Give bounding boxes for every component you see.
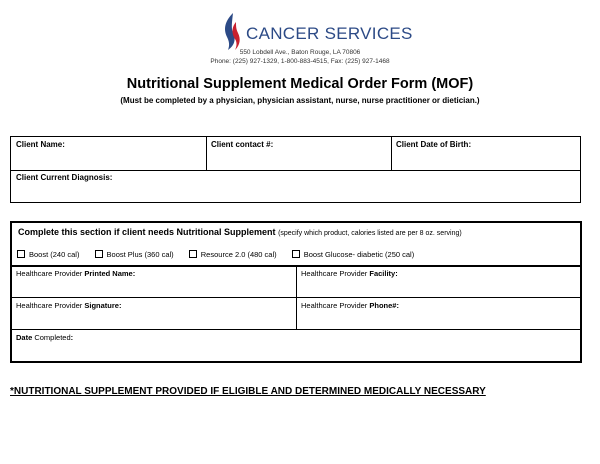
supplement-heading-text: Complete this section if client needs Nutritional Supplement — [18, 227, 276, 237]
supplement-section — [10, 221, 582, 363]
date-completed-label: Date Completed: — [16, 333, 74, 342]
flame-ribbon-icon — [221, 12, 243, 52]
option-boost[interactable] — [17, 250, 79, 259]
divider — [12, 329, 580, 330]
provider-facility-label: Healthcare Provider Facility: — [301, 269, 398, 278]
supplement-heading — [18, 227, 462, 237]
option-boost-plus[interactable] — [95, 250, 174, 259]
form-subtitle: (Must be completed by a physician, physician assistant, nurse, nurse practitioner or dietician.) — [120, 96, 480, 105]
client-dob-label: Client Date of Birth: — [396, 140, 472, 149]
provider-signature-label: Healthcare Provider Signature: — [16, 301, 122, 310]
option-label: Boost (240 cal) — [29, 250, 80, 259]
supplement-options — [17, 250, 427, 259]
divider — [11, 170, 580, 171]
supplement-note: (specify which product, calories listed are per 8 oz. serving) — [278, 230, 462, 237]
organization-phones: Phone: (225) 927-1329, 1-800-883-4515, Fax: (225) 927-1468 — [210, 58, 390, 65]
organization-logo — [221, 12, 413, 52]
client-diagnosis-label: Client Current Diagnosis: — [16, 173, 113, 182]
checkbox[interactable] — [189, 250, 197, 258]
divider — [296, 267, 297, 329]
divider — [391, 137, 392, 170]
client-contact-label: Client contact #: — [211, 140, 274, 149]
client-name-label: Client Name: — [16, 140, 65, 149]
option-resource-2[interactable] — [189, 250, 277, 259]
provider-name-label: Healthcare Provider Printed Name: — [16, 269, 136, 278]
client-info-section — [10, 136, 581, 203]
divider — [206, 137, 207, 170]
option-boost-glucose[interactable] — [292, 250, 414, 259]
option-label: Boost Plus (360 cal) — [106, 250, 174, 259]
eligibility-notice: *NUTRITIONAL SUPPLEMENT PROVIDED IF ELIGIBLE AND DETERMINED MEDICALLY NECESSARY — [10, 386, 486, 397]
checkbox[interactable] — [95, 250, 103, 258]
option-label: Resource 2.0 (480 cal) — [200, 250, 277, 259]
organization-name: CANCER SERVICES — [246, 24, 413, 43]
checkbox[interactable] — [17, 250, 25, 258]
checkbox[interactable] — [292, 250, 300, 258]
option-label: Boost Glucose- diabetic (250 cal) — [303, 250, 415, 259]
provider-phone-label: Healthcare Provider Phone#: — [301, 301, 399, 310]
organization-address: 550 Lobdell Ave., Baton Rouge, LA 70806 — [239, 49, 361, 56]
form-title: Nutritional Supplement Medical Order Form (MOF) — [126, 76, 474, 92]
